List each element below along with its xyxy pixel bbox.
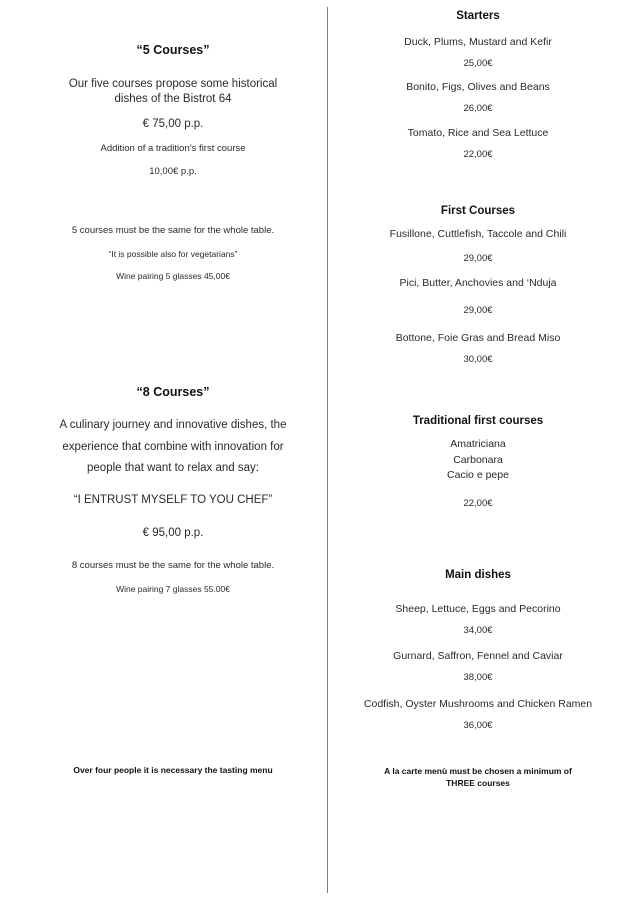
a-la-carte-note-2: THREE courses <box>446 778 510 788</box>
column-divider <box>327 7 328 893</box>
starter-item-name: Bonito, Figs, Olives and Beans <box>406 81 550 93</box>
five-courses-price: € 75,00 p.p. <box>142 118 204 130</box>
first-course-item-price: 30,00€ <box>463 354 493 365</box>
first-course-item-price: 29,00€ <box>463 253 493 264</box>
eight-courses-desc-3: people that want to relax and say: <box>87 462 259 474</box>
main-dish-item-name: Sheep, Lettuce, Eggs and Pecorino <box>395 603 561 615</box>
eight-courses-rule: 8 courses must be the same for the whole table. <box>71 560 275 571</box>
first-courses-title: First Courses <box>440 205 516 217</box>
starter-item-price: 26,00€ <box>463 103 493 114</box>
main-dish-item-name: Gurnard, Saffron, Fennel and Caviar <box>393 650 563 662</box>
traditional-item: Cacio e pepe <box>447 469 509 481</box>
five-courses-desc-2: dishes of the Bistrot 64 <box>114 93 232 105</box>
five-courses-title: “5 Courses” <box>136 43 210 57</box>
eight-courses-desc-2: experience that combine with innovation for <box>62 441 284 453</box>
eight-courses-desc-1: A culinary journey and innovative dishes, the <box>59 419 287 431</box>
main-dish-item-price: 38,00€ <box>463 672 493 683</box>
main-dishes-title: Main dishes <box>445 569 511 581</box>
five-courses-wine: Wine pairing 5 glasses 45,00€ <box>116 271 230 281</box>
first-course-item-name: Bottone, Foie Gras and Bread Miso <box>395 332 561 344</box>
first-course-item-name: Fusillone, Cuttlefish, Taccole and Chili <box>389 228 567 240</box>
first-course-item-name: Pici, Butter, Anchovies and ‘Nduja <box>399 277 557 289</box>
five-courses-vegetarian: “It is possible also for vegetarians” <box>108 249 238 259</box>
traditional-title: Traditional first courses <box>412 415 544 427</box>
main-dish-item-price: 36,00€ <box>463 720 493 731</box>
tasting-menu-note: Over four people it is necessary the tasting menu <box>73 765 273 775</box>
five-courses-addition: Addition of a tradition’s first course <box>100 143 246 154</box>
eight-courses-wine: Wine pairing 7 glasses 55.00€ <box>116 584 230 594</box>
five-courses-rule: 5 courses must be the same for the whole table. <box>71 225 275 236</box>
eight-courses-title: “8 Courses” <box>136 385 210 399</box>
main-dish-item-price: 34,00€ <box>463 625 493 636</box>
five-courses-addition-price: 10,00€ p.p. <box>149 166 197 177</box>
traditional-price: 22,00€ <box>463 498 493 509</box>
first-course-item-price: 29,00€ <box>463 305 493 316</box>
starter-item-name: Duck, Plums, Mustard and Kefir <box>404 36 552 48</box>
traditional-item: Carbonara <box>453 454 503 466</box>
main-dish-item-name: Codfish, Oyster Mushrooms and Chicken Ramen <box>363 698 593 710</box>
eight-courses-quote: “I ENTRUST MYSELF TO YOU CHEF” <box>73 494 273 506</box>
starter-item-price: 22,00€ <box>463 149 493 160</box>
starters-title: Starters <box>456 10 500 22</box>
starter-item-price: 25,00€ <box>463 58 493 69</box>
starter-item-name: Tomato, Rice and Sea Lettuce <box>407 127 549 139</box>
five-courses-desc-1: Our five courses propose some historical <box>68 78 278 90</box>
a-la-carte-note-1: A la carte menù must be chosen a minimum of <box>384 766 572 776</box>
traditional-item: Amatriciana <box>450 438 506 450</box>
eight-courses-price: € 95,00 p.p. <box>142 527 204 539</box>
